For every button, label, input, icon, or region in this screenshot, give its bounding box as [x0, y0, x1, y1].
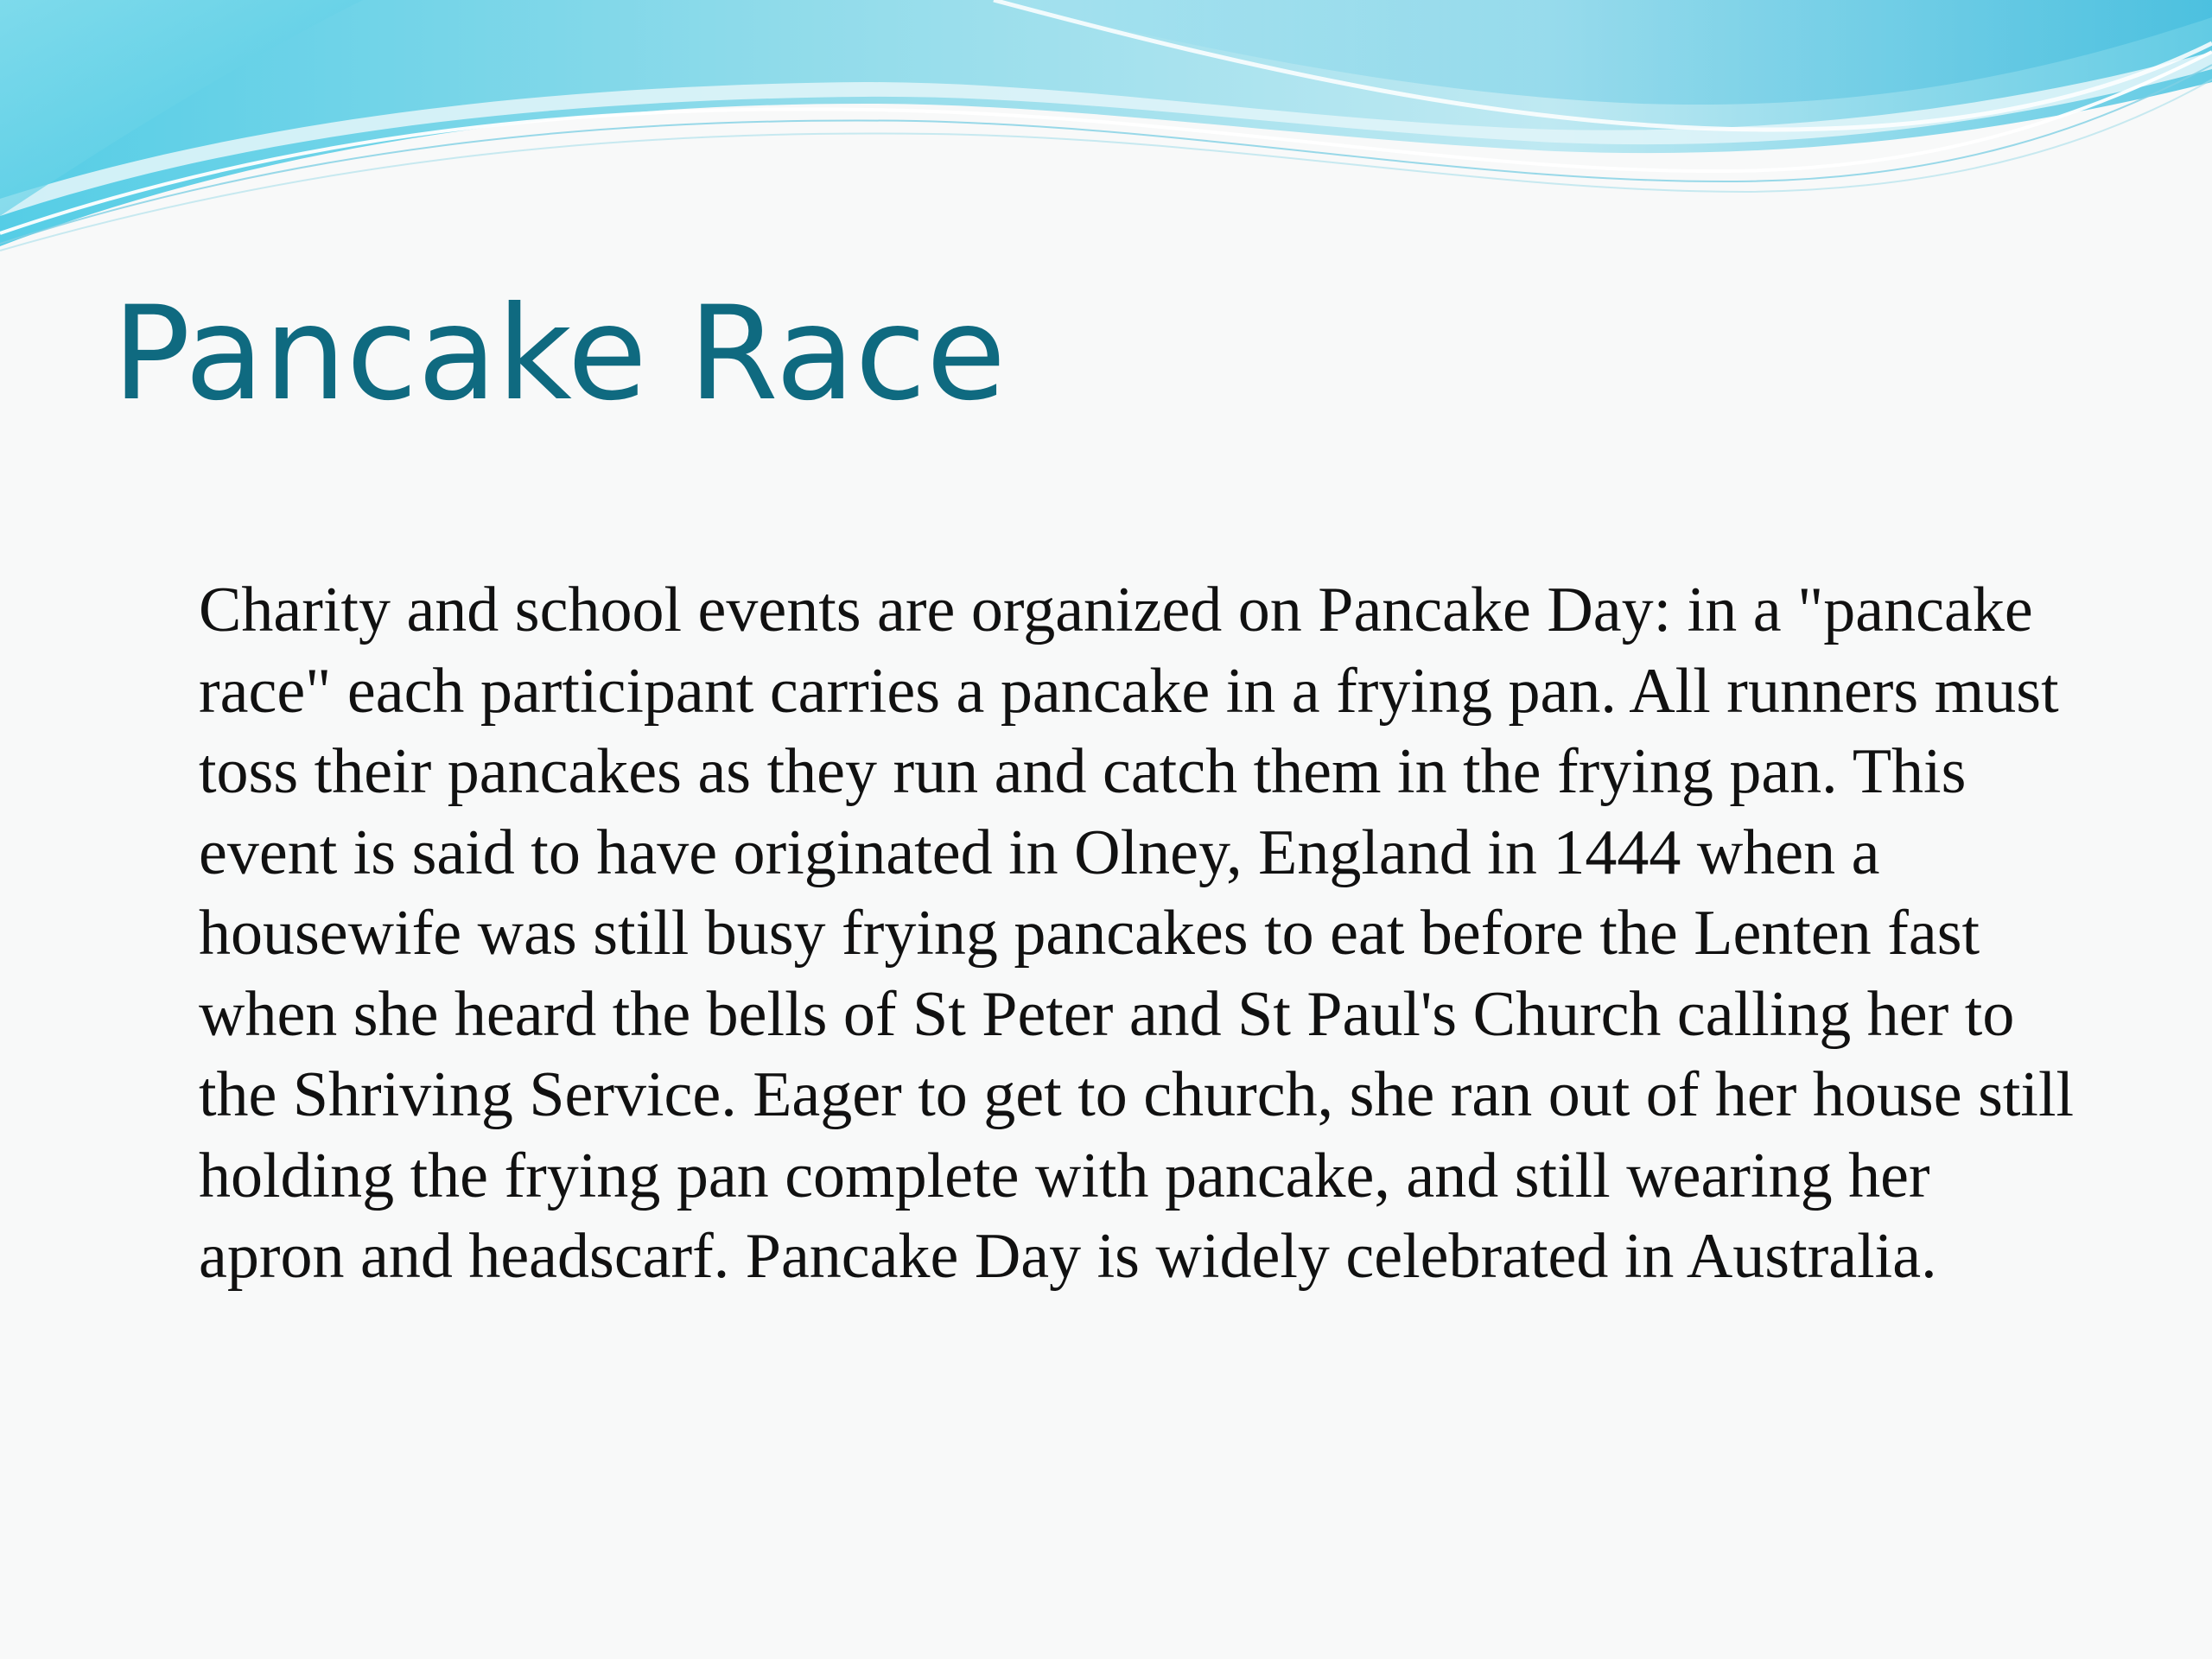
wave-header-decoration: [0, 0, 2212, 259]
slide-title: Pancake Race: [112, 279, 1007, 429]
slide-body-text: Charity and school events are organized on Pancake Day: in a "pancake race" each participant carries a pancake in a frying pan. All runners must toss their pancakes as they run and catch them in the frying pan. This event is said to have originated in Olney, England in 1444 when a housewife was still busy frying pancakes to eat before the Lenten fast when she heard the bells of St Peter and St Paul's Church calling her to the Shriving Service. Eager to get to church, she ran out of her house still holding the frying pan complete with pancake, and still wearing her apron and headscarf. Pancake Day is widely celebrated in Australia.: [199, 575, 2075, 1292]
